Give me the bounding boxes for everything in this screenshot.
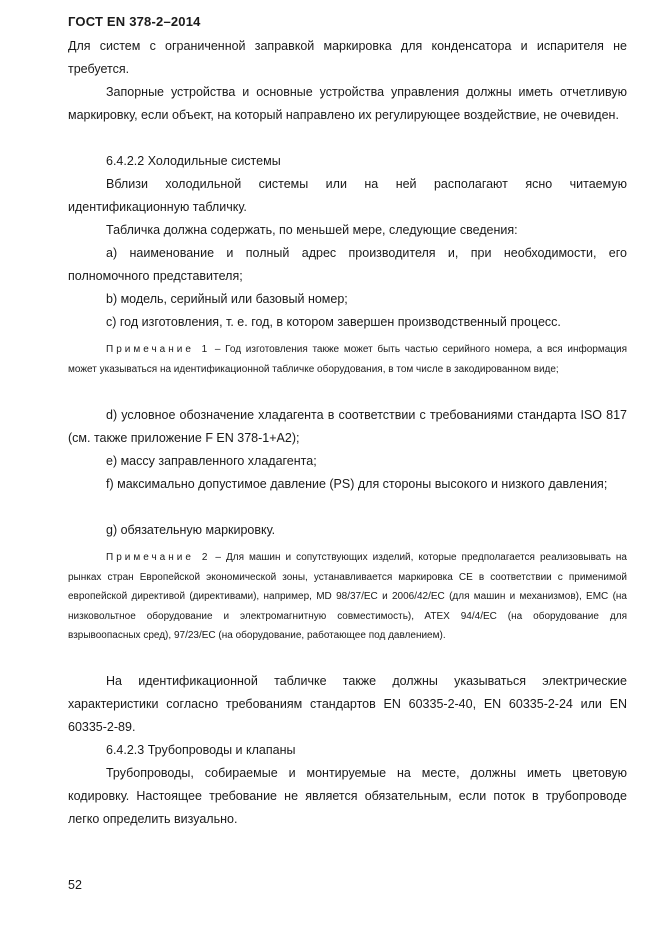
paragraph-pipework: Трубопроводы, собираемые и монтируемые на месте, должны иметь цветовую кодировку. Настоящее требование не является обязательным, если поток в трубопроводе легко определить визуально. bbox=[68, 766, 627, 826]
note-2-label: Примечание 2 bbox=[106, 552, 211, 563]
list-item-a: а) наименование и полный адрес производителя и, при необходимости, его полномочного представителя; bbox=[68, 246, 627, 283]
list-item-d: d) условное обозначение хладагента в соответствии с требованиями стандарта ISO 817 (см. также приложение F EN 378-1+A2); bbox=[68, 408, 627, 445]
note-1 bbox=[68, 340, 627, 379]
paragraph-shutoff-devices: Запорные устройства и основные устройства управления должны иметь отчетливую маркировку, если объект, на который направлено их регулирующее воздействие, не очевиден. bbox=[68, 85, 627, 122]
list-item-g: g) обязательную маркировку. bbox=[106, 523, 276, 537]
list-item-c: с) год изготовления, т. е. год, в котором завершен производственный процесс. bbox=[106, 315, 561, 329]
note-1-text: – Год изготовления также может быть частью серийного номера, а вся информация может указываться на идентификационной табличке оборудования, в том числе в закодированном виде; bbox=[68, 344, 627, 375]
section-heading-6-4-2-3: 6.4.2.3 Трубопроводы и клапаны bbox=[106, 743, 296, 757]
note-1-label: Примечание 1 bbox=[106, 344, 211, 355]
note-2 bbox=[68, 548, 627, 646]
list-item-b: b) модель, серийный или базовый номер; bbox=[106, 292, 348, 306]
paragraph-id-plate: Вблизи холодильной системы или на ней располагают ясно читаемую идентификационную табличку. bbox=[68, 177, 627, 214]
paragraph-limited-charge: Для систем с ограниченной заправкой маркировка для конденсатора и испарителя не требуется. bbox=[68, 39, 627, 76]
paragraph-electrical-characteristics: На идентификационной табличке также должны указываться электрические характеристики согласно требованиям стандартов EN 60335-2-40, EN 60335-2-24 или EN 60335-2-89. bbox=[68, 674, 627, 734]
list-item-f: f) максимально допустимое давление (PS) для стороны высокого и низкого давления; bbox=[106, 477, 608, 491]
document-header: ГОСТ EN 378-2–2014 bbox=[68, 14, 201, 29]
page-number: 52 bbox=[68, 878, 82, 892]
paragraph-plate-contents: Табличка должна содержать, по меньшей мере, следующие сведения: bbox=[106, 223, 518, 237]
list-item-e: е) массу заправленного хладагента; bbox=[106, 454, 317, 468]
section-heading-6-4-2-2: 6.4.2.2 Холодильные системы bbox=[106, 154, 281, 168]
note-2-text: – Для машин и сопутствующих изделий, которые предполагается реализовывать на рынках стран Европейской экономической зоны, устанавливается маркировка CE в соответствии с применимой европейской директивой (директивами), например, MD 98/37/EC и 2006/42/EC (для машин и механизмов), EMC (на низковольтное оборудование и электромагнитную совместимость), ATEX 94/4/EC (на оборудование для взрывоопасных сред), 97/23/EC (на оборудование, работающее под давлением). bbox=[68, 552, 627, 641]
